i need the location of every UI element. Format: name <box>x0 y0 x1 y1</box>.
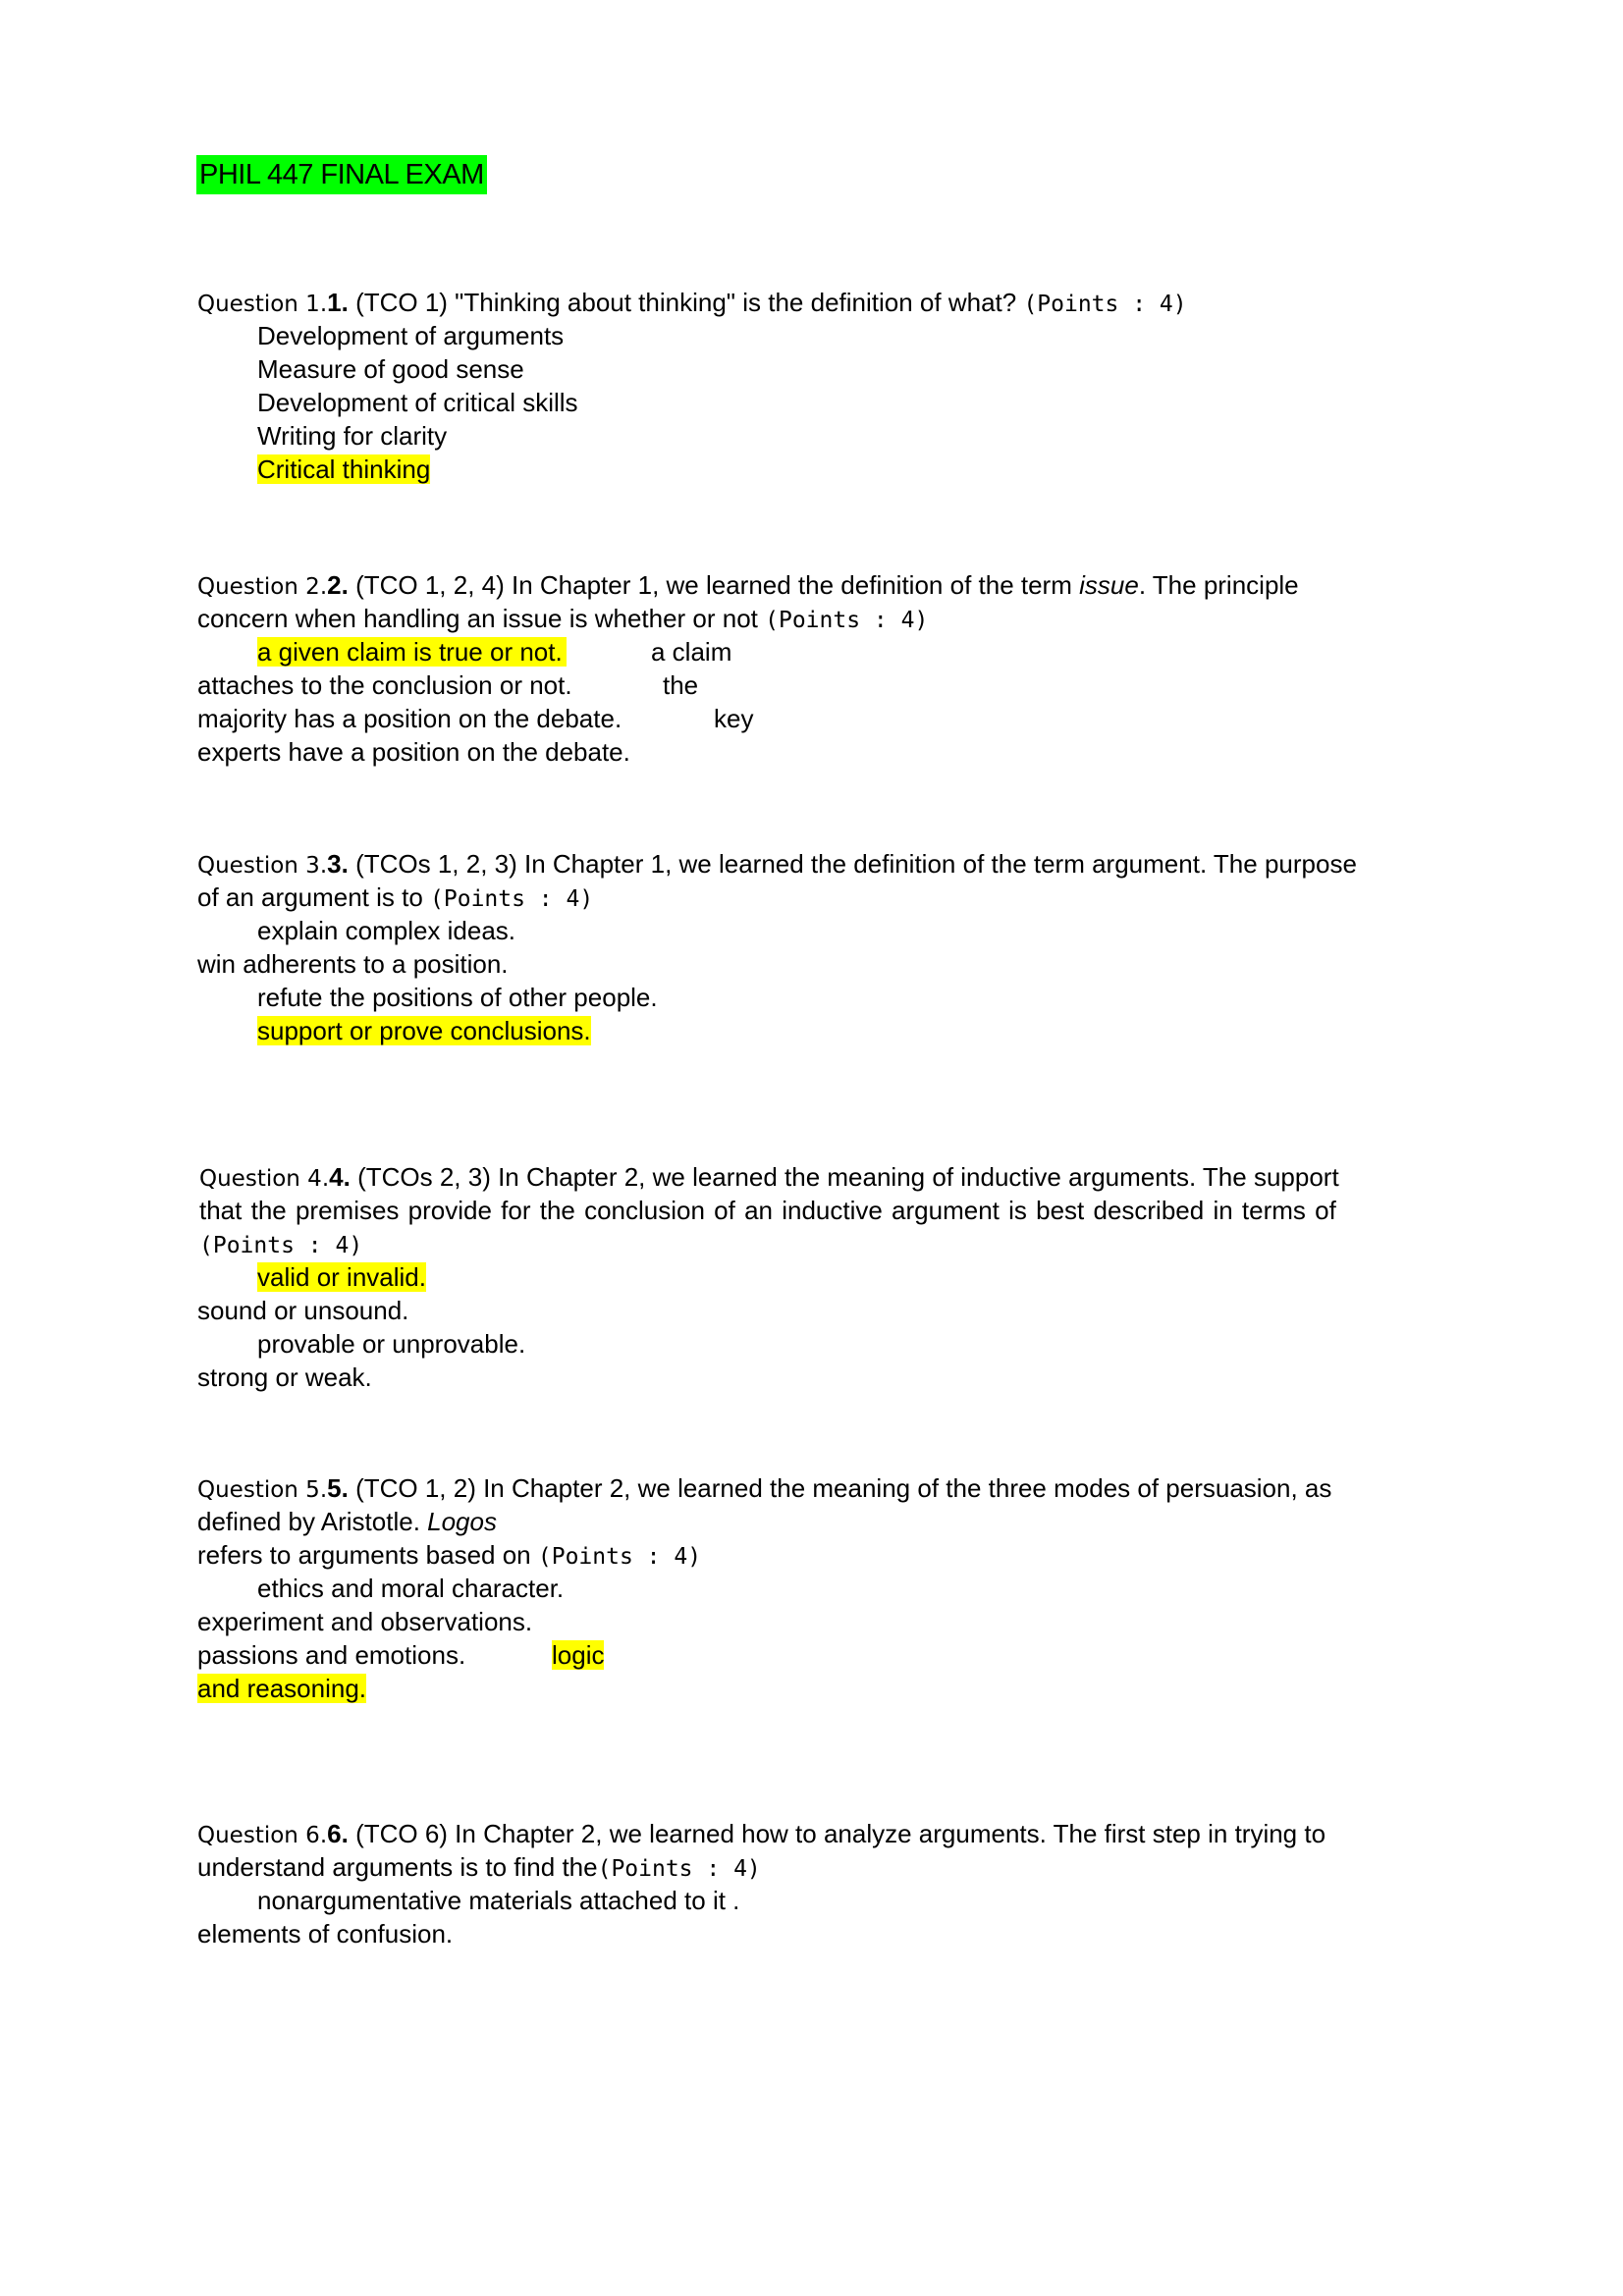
question-label: Question 2. <box>197 574 328 600</box>
points-label: (Points : 4) <box>1023 292 1187 317</box>
italic-term: Logos <box>427 1507 497 1536</box>
question-text: (TCO 1) "Thinking about thinking" is the definition of what? <box>355 288 1024 317</box>
highlighted-answer: and reasoning. <box>197 1674 367 1703</box>
answer-option-fragment[interactable]: experts have a position on the debate. <box>197 737 630 767</box>
answer-option-fragment[interactable]: key <box>714 704 754 733</box>
question-2-stem <box>197 569 1299 603</box>
question-number: 3. <box>327 849 349 879</box>
answer-option-selected[interactable] <box>257 636 567 667</box>
answer-option[interactable]: passions and emotions. <box>197 1640 466 1670</box>
points-label: (Points : 4) <box>199 1233 363 1258</box>
question-number: 6. <box>327 1819 349 1848</box>
question-text: understand arguments is to find the <box>197 1852 598 1882</box>
exam-title: PHIL 447 FINAL EXAM <box>196 155 487 194</box>
question-5-stem-cont <box>197 1539 701 1573</box>
answer-option[interactable]: strong or weak. <box>197 1362 372 1392</box>
question-text: (TCOs 1, 2, 3) In Chapter 1, we learned the definition of the term argument. The purpose <box>355 849 1357 879</box>
answer-option-fragment[interactable]: a claim <box>651 637 732 667</box>
answer-option-selected[interactable] <box>257 454 430 485</box>
answer-option-fragment[interactable]: the <box>663 670 699 700</box>
question-number: 1. <box>327 288 349 317</box>
question-5-stem <box>197 1472 1331 1506</box>
question-number: 4. <box>329 1162 351 1192</box>
question-text: . The principle <box>1138 570 1299 600</box>
question-label: Question 5. <box>197 1477 328 1503</box>
question-text: of an argument is to <box>197 882 431 912</box>
answer-option-selected[interactable] <box>257 1015 591 1046</box>
answer-option[interactable]: provable or unprovable. <box>257 1329 526 1359</box>
question-number: 5. <box>327 1473 349 1503</box>
question-5-stem-cont <box>197 1506 497 1537</box>
question-label: Question 6. <box>197 1823 328 1848</box>
answer-option[interactable]: Development of critical skills <box>257 388 578 417</box>
question-text: (TCOs 2, 3) In Chapter 2, we learned the meaning of inductive arguments. The support <box>357 1162 1339 1192</box>
question-label: Question 4. <box>199 1166 330 1192</box>
points-label: (Points : 4) <box>597 1856 761 1882</box>
points-label: (Points : 4) <box>537 1544 702 1570</box>
answer-option[interactable]: elements of confusion. <box>197 1919 454 1949</box>
answer-option-selected-cont[interactable] <box>197 1673 366 1704</box>
question-6-stem-cont <box>197 1851 761 1885</box>
highlighted-answer: a given claim is true or not. <box>257 637 567 667</box>
question-1-stem <box>197 287 1187 320</box>
question-4-points <box>199 1228 362 1261</box>
points-label: (Points : 4) <box>765 608 929 633</box>
question-text: concern when handling an issue is whether or not <box>197 604 766 633</box>
question-text: (TCO 1, 2) In Chapter 2, we learned the meaning of the three modes of persuasion, as <box>355 1473 1332 1503</box>
highlighted-answer: valid or invalid. <box>257 1262 426 1292</box>
question-text: defined by Aristotle. <box>197 1507 428 1536</box>
question-4-stem <box>199 1161 1339 1195</box>
answer-option[interactable]: ethics and moral character. <box>257 1574 565 1603</box>
question-6-stem <box>197 1818 1325 1851</box>
question-2-stem-cont <box>197 603 928 636</box>
question-text: (TCO 6) In Chapter 2, we learned how to analyze arguments. The first step in trying to <box>355 1819 1326 1848</box>
answer-option[interactable]: nonargumentative materials attached to it . <box>257 1886 740 1915</box>
question-3-stem <box>197 848 1357 881</box>
answer-option[interactable]: explain complex ideas. <box>257 916 516 945</box>
question-3-stem-cont <box>197 881 593 915</box>
question-4-stem-cont: that the premises provide for the conclusion of an inductive argument is best described in terms of <box>199 1196 1336 1225</box>
highlighted-answer: Critical thinking <box>257 454 431 484</box>
question-label: Question 1. <box>197 292 328 317</box>
question-label: Question 3. <box>197 853 328 879</box>
question-text: (TCO 1, 2, 4) In Chapter 1, we learned the definition of the term <box>355 570 1080 600</box>
answer-option[interactable]: sound or unsound. <box>197 1296 409 1325</box>
points-label: (Points : 4) <box>430 886 594 912</box>
answer-option-selected[interactable] <box>552 1639 604 1671</box>
answer-option[interactable]: Development of arguments <box>257 321 565 350</box>
answer-option-fragment[interactable]: attaches to the conclusion or not. <box>197 670 572 700</box>
answer-option[interactable]: Measure of good sense <box>257 354 524 384</box>
answer-option[interactable]: win adherents to a position. <box>197 949 509 979</box>
italic-term: issue <box>1079 570 1139 600</box>
answer-option[interactable]: refute the positions of other people. <box>257 983 658 1012</box>
question-text: refers to arguments based on <box>197 1540 538 1570</box>
answer-option-fragment[interactable]: majority has a position on the debate. <box>197 704 622 733</box>
question-number: 2. <box>327 570 349 600</box>
answer-option-selected[interactable] <box>257 1261 426 1293</box>
answer-option[interactable]: Writing for clarity <box>257 421 448 451</box>
highlighted-answer: logic <box>552 1640 605 1670</box>
highlighted-answer: support or prove conclusions. <box>257 1016 591 1045</box>
answer-option[interactable]: experiment and observations. <box>197 1607 533 1636</box>
